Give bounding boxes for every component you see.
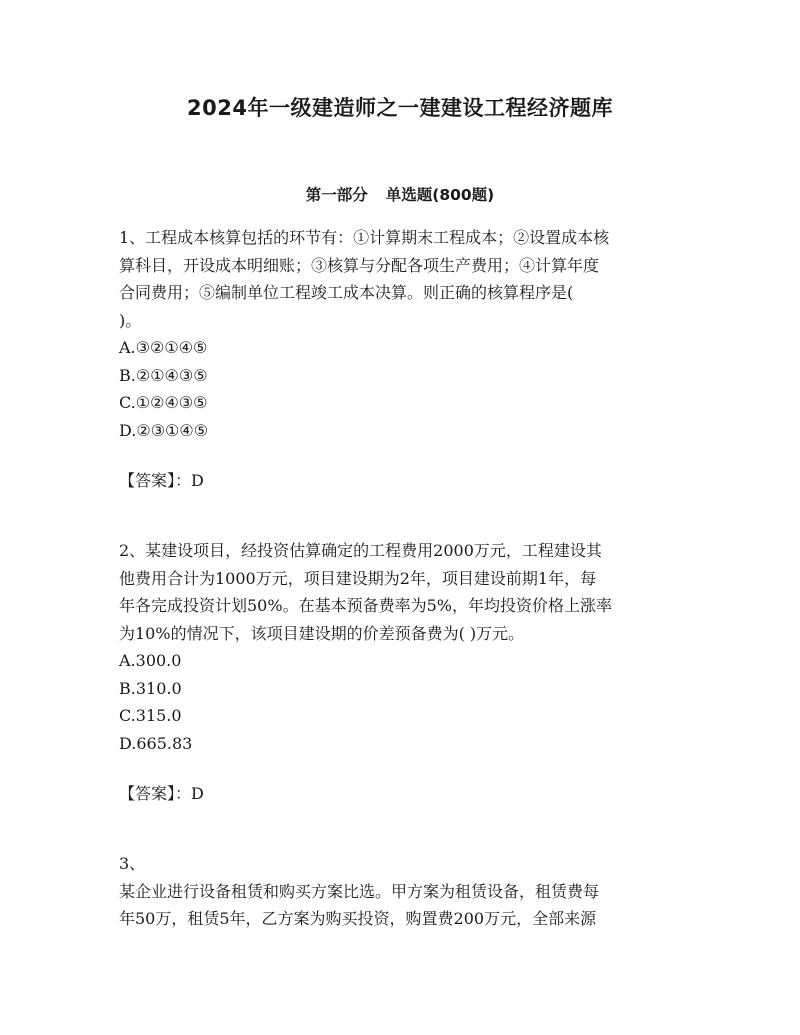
- question-1-option-c: C.①②④③⑤: [119, 393, 208, 412]
- question-2-line: 他费用合计为1000万元，项目建设期为2年，项目建设前期1年，每: [119, 568, 597, 588]
- section-name: 单选题(800题): [385, 186, 495, 204]
- question-2-answer: 【答案】：D: [119, 784, 204, 803]
- section-heading: [0, 183, 800, 205]
- question-3: [119, 850, 687, 933]
- question-1-line: 1、工程成本核算包括的环节有：①计算期末工程成本；②设置成本核: [119, 228, 610, 247]
- question-3-line: 3、: [119, 854, 146, 873]
- question-3-line: 某企业进行设备租赁和购买方案比选。甲方案为租赁设备，租赁费每: [119, 881, 600, 901]
- question-2-option-a: A.300.0: [119, 651, 182, 670]
- question-2: [119, 537, 687, 757]
- question-3-line: 年50万，租赁5年，乙方案为购买投资，购置费200万元，全部来源: [119, 909, 597, 928]
- question-2-option-c: C.315.0: [119, 706, 182, 725]
- question-1-answer: 【答案】：D: [119, 471, 204, 490]
- question-1: [119, 224, 687, 444]
- question-1-answer-block: [119, 467, 687, 495]
- question-2-line: 年各完成投资计划50%。在基本预备费率为5%，年均投资价格上涨率: [119, 596, 612, 615]
- question-1-line: 合同费用；⑤编制单位工程竣工成本决算。则正确的核算程序是(: [119, 283, 574, 302]
- document-title: 2024年一级建造师之一建建设工程经济题库: [187, 96, 613, 120]
- question-1-option-d: D.②③①④⑤: [119, 420, 209, 440]
- section-part: 第一部分: [305, 186, 368, 204]
- question-2-option-b: B.310.0: [119, 678, 182, 698]
- question-2-answer-block: [119, 780, 687, 808]
- question-2-line: 为10%的情况下，该项目建设期的价差预备费为( )万元。: [119, 623, 525, 643]
- question-1-line: 算科目，开设成本明细账；③核算与分配各项生产费用；④计算年度: [119, 255, 600, 275]
- question-1-line: )。: [119, 310, 142, 330]
- question-1-option-a: A.③②①④⑤: [119, 338, 208, 357]
- question-1-option-b: B.②①④③⑤: [119, 365, 208, 385]
- question-2-option-d: D.665.83: [119, 733, 193, 753]
- question-2-line: 2、某建设项目，经投资估算确定的工程费用2000万元，工程建设其: [119, 541, 602, 560]
